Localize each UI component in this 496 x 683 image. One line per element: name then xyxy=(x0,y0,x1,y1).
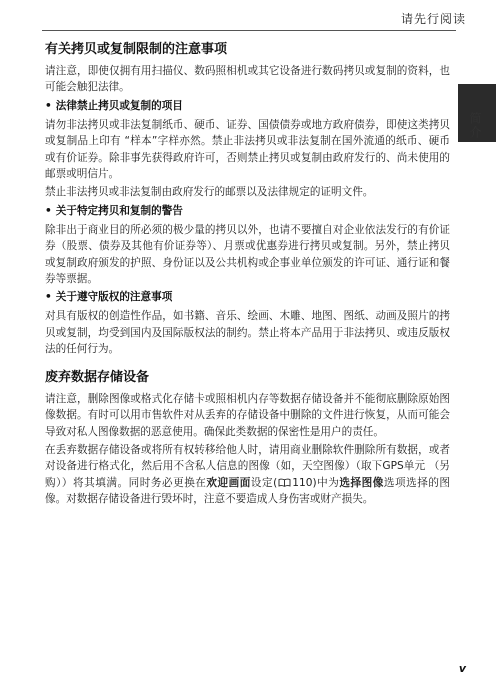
prohibited-items-paragraph-1: 请勿非法拷贝或非法复制纸币、硬币、证券、国债债券或地方政府债券，即使这类拷贝或复制品上印有 “样本”字样亦然。禁止非法拷贝或非法复制在国外流通的纸币、硬币或有价证券。除非事先获得政府许可，否则禁止拷贝或复制由政府发行的、尚未使用的邮票或明信片。 xyxy=(45,118,450,181)
storage-disposal-paragraph-2: 在丢弃数据存储设备或将所有权转移给他人时，请用商业删除软件删除所有数据，或者对设备进行格式化，然后用不含私人信息的图像（如，天空图像）（取下GPS单元 （另购））将其填满。同时务必更换在欢迎画面设定( 110)中为选择图像选项选择的图像。对数据存储设备进行毁坏时，注意不要造成人身伤害或财产损失。 xyxy=(45,443,451,506)
prohibited-items-paragraph-2: 禁止非法拷贝或非法复制由政府发行的邮票以及法律规定的证明文件。 xyxy=(45,186,374,199)
section-tab-label: 简介 xyxy=(468,112,482,140)
page-number: v xyxy=(458,662,466,675)
copy-warnings-paragraph: 除非出于商业目的所必须的极少量的拷贝以外，也请不要擅自对企业依法发行的有价证券（股票、债券及其他有价证券等）、月票或优惠券进行拷贝或复制。另外，禁止拷贝或复制政府颁发的护照、身份证以及公共机构或企事业单位颁发的许可证、通行证和餐券等票据。 xyxy=(45,223,450,286)
page-body xyxy=(45,38,450,510)
subsection-heading-copyright: • 关于遵守版权的注意事项 xyxy=(45,291,173,304)
page-reference-number: 110 xyxy=(292,476,313,489)
section-title-copy-restrictions: 有关拷贝或复制限制的注意事项 xyxy=(45,42,228,57)
bullet-icon: • xyxy=(45,99,52,112)
running-header-title: 请先行阅读 xyxy=(400,12,466,26)
subsection-heading-copy-warnings: • 关于特定拷贝和复制的警告 xyxy=(45,204,183,217)
section-title-storage-disposal: 废弃数据存储设备 xyxy=(45,369,150,385)
storage-disposal-paragraph-1: 请注意，删除图像或格式化存储卡或照相机内存等数据存储设备并不能彻底删除原始图像数据。有时可以用市售软件对从丢弃的存储设备中删除的文件进行恢复，从而可能会导致对私人图像数据的恶意使用。确保此类数据的保密性是用户的责任。 xyxy=(45,392,450,438)
bullet-icon: • xyxy=(45,204,52,217)
select-image-option-name: 选择图像 xyxy=(339,476,384,489)
copy-restrictions-intro: 请注意，即使仅拥有用扫描仪、数码照相机或其它设备进行数码拷贝或复制的资料，也可能会触犯法律。 xyxy=(45,65,450,94)
copyright-paragraph: 对具有版权的创造性作品，如书籍、音乐、绘画、木雕、地图、图纸、动画及照片的拷贝或复制，均受到国内及国际版权法的制约。禁止将本产品用于非法拷贝、或违反版权法的任何行为。 xyxy=(45,310,450,356)
welcome-screen-setting-name: 欢迎画面 xyxy=(206,476,251,489)
header-divider xyxy=(42,30,456,31)
book-reference-icon xyxy=(278,478,291,487)
subsection-heading-prohibited-items: • 法律禁止拷贝或复制的项目 xyxy=(45,99,183,112)
bullet-icon: • xyxy=(45,291,52,304)
